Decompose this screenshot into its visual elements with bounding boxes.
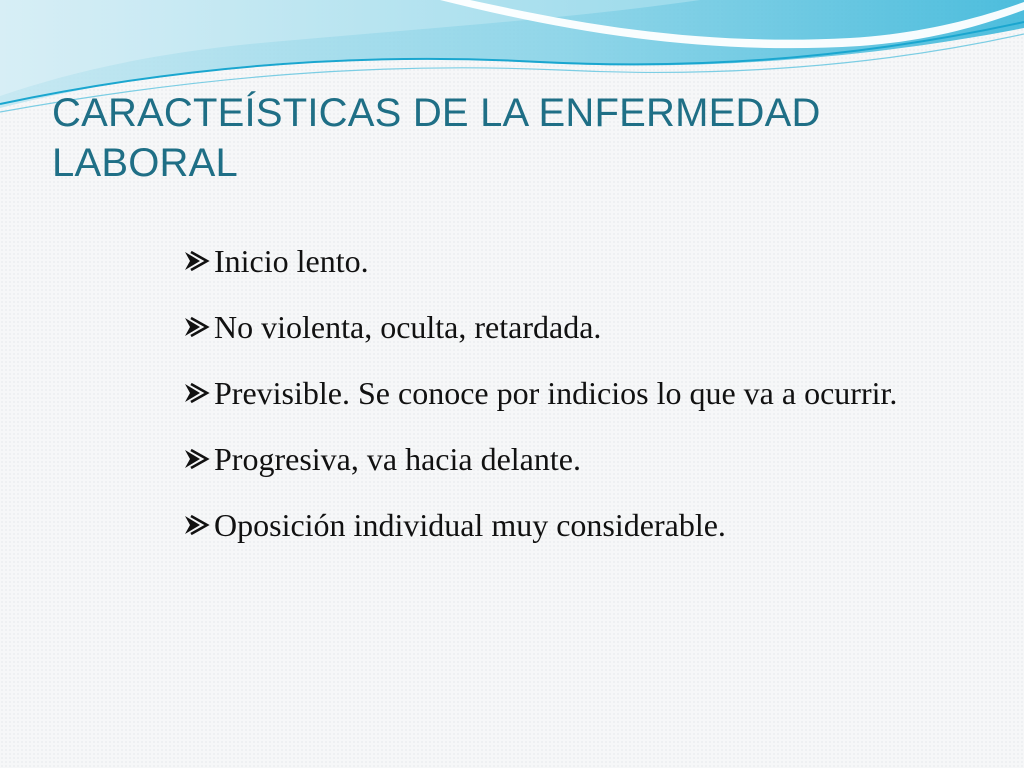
bullet-item bbox=[182, 375, 962, 411]
bullet-item bbox=[182, 243, 962, 279]
bullet-text: Inicio lento. bbox=[214, 243, 369, 279]
bullet-item bbox=[182, 309, 962, 345]
slide-title: CARACTEÍSTICAS DE LA ENFERMEDAD LABORAL bbox=[52, 91, 821, 185]
bullet-text: Progresiva, va hacia delante. bbox=[214, 441, 581, 477]
arrow-bullet-icon bbox=[182, 447, 212, 471]
bullet-text: Previsible. Se conoce por indicios lo que va a ocurrir. bbox=[214, 375, 898, 411]
arrow-bullet-icon bbox=[182, 381, 212, 405]
bullet-text: No violenta, oculta, retardada. bbox=[214, 309, 602, 345]
arrow-bullet-icon bbox=[182, 513, 212, 537]
bullet-item bbox=[182, 507, 962, 543]
arrow-bullet-icon bbox=[182, 315, 212, 339]
bullet-item bbox=[182, 441, 962, 477]
bullet-text: Oposición individual muy considerable. bbox=[214, 507, 726, 543]
arrow-bullet-icon bbox=[182, 249, 212, 273]
bullet-list bbox=[182, 243, 962, 573]
